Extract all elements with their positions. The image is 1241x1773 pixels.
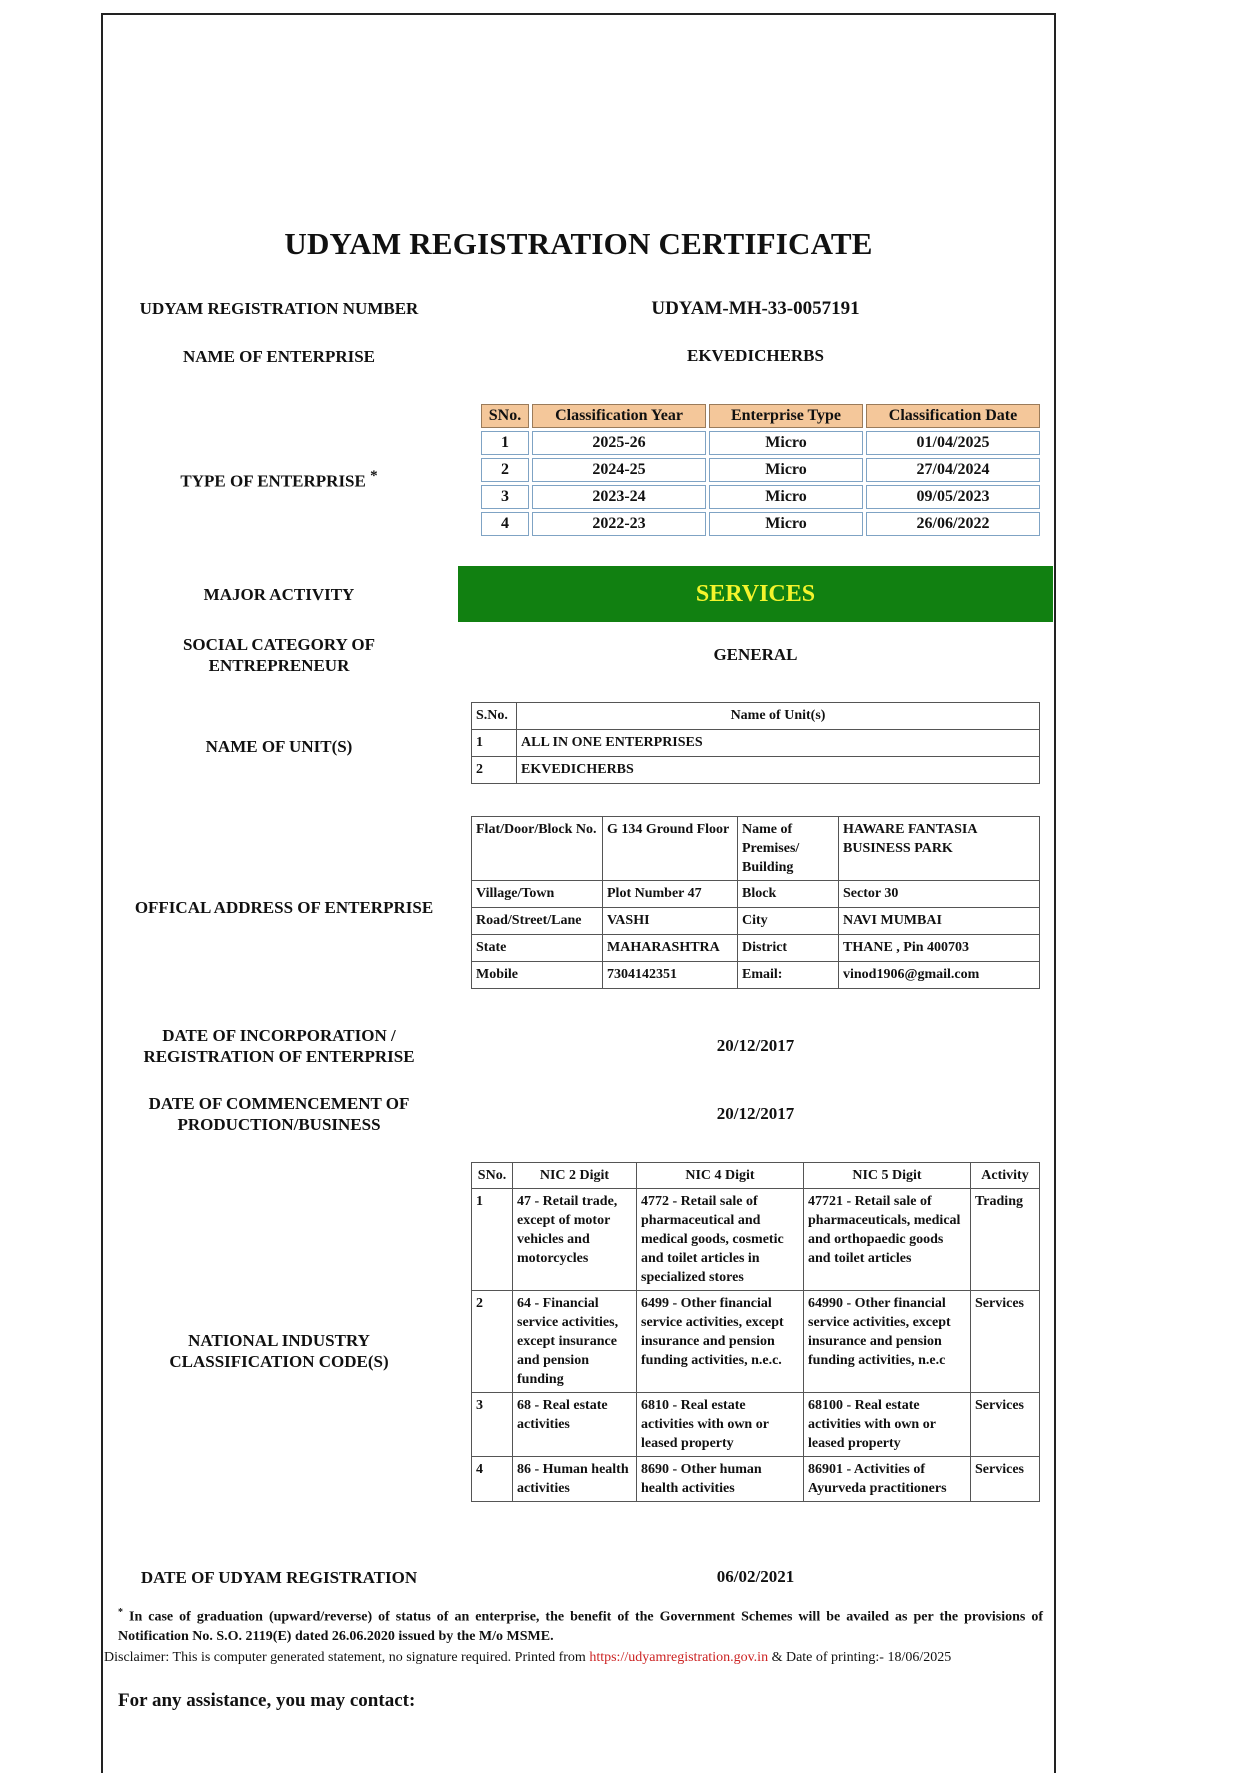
address-field-value: VASHI bbox=[603, 908, 738, 935]
address-field-label: Flat/Door/Block No. bbox=[472, 817, 603, 881]
nic-header: NIC 5 Digit bbox=[804, 1163, 971, 1189]
table-row bbox=[472, 1393, 1040, 1457]
nic-4-digit: 6810 - Real estate activities with own or leased property bbox=[637, 1393, 804, 1457]
address-field-label: Mobile bbox=[472, 962, 603, 989]
nic-sno: 2 bbox=[472, 1291, 513, 1393]
nic-header: SNo. bbox=[472, 1163, 513, 1189]
nic-5-digit: 86901 - Activities of Ayurveda practitioners bbox=[804, 1457, 971, 1502]
enterprise-type: Micro bbox=[709, 485, 863, 509]
registration-number-label: UDYAM REGISTRATION NUMBER bbox=[139, 299, 419, 318]
units-header: S.No. bbox=[472, 703, 517, 730]
udyam-registration-link[interactable]: https://udyamregistration.gov.in bbox=[589, 1650, 769, 1665]
address-field-value: Sector 30 bbox=[839, 881, 1040, 908]
nic-5-digit: 68100 - Real estate activities with own or leased property bbox=[804, 1393, 971, 1457]
classification-sno: 4 bbox=[481, 512, 529, 536]
units-table bbox=[471, 702, 1040, 784]
address-field-value: HAWARE FANTASIA BUSINESS PARK bbox=[839, 817, 1040, 881]
nic-sno: 4 bbox=[472, 1457, 513, 1502]
disclaimer-print-date: & Date of printing:- 18/06/2025 bbox=[768, 1650, 952, 1665]
enterprise-name-value: EKVEDICHERBS bbox=[687, 346, 824, 365]
units-label: NAME OF UNIT(S) bbox=[205, 737, 353, 756]
table-row bbox=[481, 431, 1040, 455]
classification-header: SNo. bbox=[481, 404, 529, 428]
nic-table bbox=[471, 1162, 1040, 1502]
social-category-label bbox=[118, 634, 440, 676]
classification-header: Classification Date bbox=[866, 404, 1040, 428]
social-category-label-line2: ENTREPRENEUR bbox=[208, 656, 350, 675]
classification-date: 26/06/2022 bbox=[866, 512, 1040, 536]
classification-year: 2025-26 bbox=[532, 431, 706, 455]
nic-4-digit: 8690 - Other human health activities bbox=[637, 1457, 804, 1502]
udyam-date-label: DATE OF UDYAM REGISTRATION bbox=[140, 1568, 418, 1587]
enterprise-type: Micro bbox=[709, 458, 863, 482]
graduation-footnote bbox=[118, 1603, 1043, 1646]
classification-date: 27/04/2024 bbox=[866, 458, 1040, 482]
classification-sno: 1 bbox=[481, 431, 529, 455]
nic-sno: 1 bbox=[472, 1189, 513, 1291]
nic-activity: Services bbox=[971, 1457, 1040, 1502]
table-row bbox=[472, 1189, 1040, 1291]
classification-sno: 2 bbox=[481, 458, 529, 482]
table-row bbox=[472, 817, 1040, 881]
table-row bbox=[481, 458, 1040, 482]
type-of-enterprise-label bbox=[118, 466, 440, 492]
classification-date: 09/05/2023 bbox=[866, 485, 1040, 509]
assistance-heading: For any assistance, you may contact: bbox=[118, 1690, 416, 1711]
enterprise-type: Micro bbox=[709, 431, 863, 455]
address-field-label: State bbox=[472, 935, 603, 962]
nic-5-digit: 64990 - Other financial service activities, except insurance and pension funding activities, n.e.c bbox=[804, 1291, 971, 1393]
table-row bbox=[472, 1457, 1040, 1502]
address-field-label: District bbox=[738, 935, 839, 962]
footnote-text: In case of graduation (upward/reverse) of status of an enterprise, the benefit of the Government Schemes will be availed as per the provisions of Notification No. S.O. 2119(E) dated 26.06.2020 issued by the M/o MSME. bbox=[118, 1609, 1043, 1644]
nic-header: NIC 2 Digit bbox=[513, 1163, 637, 1189]
nic-label-line1: NATIONAL INDUSTRY bbox=[188, 1331, 370, 1350]
address-field-value: G 134 Ground Floor bbox=[603, 817, 738, 881]
nic-4-digit: 4772 - Retail sale of pharmaceutical and medical goods, cosmetic and toilet articles in specialized stores bbox=[637, 1189, 804, 1291]
table-row bbox=[472, 1291, 1040, 1393]
address-field-value: vinod1906@gmail.com bbox=[839, 962, 1040, 989]
nic-activity: Trading bbox=[971, 1189, 1040, 1291]
nic-activity: Services bbox=[971, 1291, 1040, 1393]
classification-sno: 3 bbox=[481, 485, 529, 509]
type-of-enterprise-label-text: TYPE OF ENTERPRISE bbox=[180, 471, 366, 491]
nic-5-digit: 47721 - Retail sale of pharmaceuticals, medical and orthopaedic goods and toilet articles bbox=[804, 1189, 971, 1291]
address-field-value: MAHARASHTRA bbox=[603, 935, 738, 962]
commencement-label-line2: PRODUCTION/BUSINESS bbox=[177, 1115, 381, 1134]
social-category-value: GENERAL bbox=[713, 645, 798, 664]
classification-year: 2022-23 bbox=[532, 512, 706, 536]
units-header: Name of Unit(s) bbox=[517, 703, 1040, 730]
major-activity-banner: SERVICES bbox=[458, 566, 1053, 622]
classification-year: 2024-25 bbox=[532, 458, 706, 482]
classification-year: 2023-24 bbox=[532, 485, 706, 509]
incorporation-label-line2: REGISTRATION OF ENTERPRISE bbox=[143, 1047, 415, 1066]
nic-2-digit: 86 - Human health activities bbox=[513, 1457, 637, 1502]
table-row bbox=[472, 881, 1040, 908]
table-row bbox=[481, 512, 1040, 536]
units-header-row bbox=[472, 703, 1040, 730]
classification-table bbox=[478, 401, 1043, 539]
incorporation-date: 20/12/2017 bbox=[716, 1036, 795, 1055]
unit-sno: 1 bbox=[472, 730, 517, 757]
nic-header: Activity bbox=[971, 1163, 1040, 1189]
address-field-value: Plot Number 47 bbox=[603, 881, 738, 908]
table-row bbox=[472, 962, 1040, 989]
registration-number-value: UDYAM-MH-33-0057191 bbox=[651, 298, 860, 319]
nic-2-digit: 47 - Retail trade, except of motor vehicles and motorcycles bbox=[513, 1189, 637, 1291]
nic-header-row bbox=[472, 1163, 1040, 1189]
social-category-label-line1: SOCIAL CATEGORY OF bbox=[182, 635, 376, 654]
nic-header: NIC 4 Digit bbox=[637, 1163, 804, 1189]
commencement-label-line1: DATE OF COMMENCEMENT OF bbox=[148, 1094, 410, 1113]
unit-name: EKVEDICHERBS bbox=[517, 757, 1040, 784]
commencement-date: 20/12/2017 bbox=[716, 1104, 795, 1123]
nic-label-line2: CLASSIFICATION CODE(S) bbox=[169, 1352, 389, 1371]
address-field-label: Block bbox=[738, 881, 839, 908]
udyam-date-value: 06/02/2021 bbox=[716, 1567, 795, 1586]
nic-2-digit: 68 - Real estate activities bbox=[513, 1393, 637, 1457]
disclaimer bbox=[104, 1650, 1056, 1666]
address-field-label: Email: bbox=[738, 962, 839, 989]
classification-date: 01/04/2025 bbox=[866, 431, 1040, 455]
address-field-label: Name of Premises/ Building bbox=[738, 817, 839, 881]
address-field-value: NAVI MUMBAI bbox=[839, 908, 1040, 935]
nic-4-digit: 6499 - Other financial service activities, except insurance and pension funding activities, n.e.c. bbox=[637, 1291, 804, 1393]
major-activity-label: MAJOR ACTIVITY bbox=[203, 585, 355, 604]
table-row bbox=[472, 908, 1040, 935]
address-table bbox=[471, 816, 1040, 989]
enterprise-type: Micro bbox=[709, 512, 863, 536]
footnote-star: * bbox=[118, 1607, 123, 1618]
table-row bbox=[472, 935, 1040, 962]
nic-2-digit: 64 - Financial service activities, except insurance and pension funding bbox=[513, 1291, 637, 1393]
address-field-label: City bbox=[738, 908, 839, 935]
unit-name: ALL IN ONE ENTERPRISES bbox=[517, 730, 1040, 757]
incorporation-label bbox=[118, 1025, 440, 1067]
table-row bbox=[472, 730, 1040, 757]
type-of-enterprise-asterisk: * bbox=[370, 468, 378, 484]
nic-label bbox=[118, 1330, 440, 1372]
table-row bbox=[481, 485, 1040, 509]
classification-header: Enterprise Type bbox=[709, 404, 863, 428]
address-field-label: Road/Street/Lane bbox=[472, 908, 603, 935]
enterprise-name-label: NAME OF ENTERPRISE bbox=[182, 347, 376, 366]
table-row bbox=[472, 757, 1040, 784]
unit-sno: 2 bbox=[472, 757, 517, 784]
address-label: OFFICAL ADDRESS OF ENTERPRISE bbox=[134, 898, 434, 917]
address-field-value: 7304142351 bbox=[603, 962, 738, 989]
nic-activity: Services bbox=[971, 1393, 1040, 1457]
classification-header-row bbox=[481, 404, 1040, 428]
disclaimer-text: Disclaimer: This is computer generated statement, no signature required. Printed from bbox=[104, 1650, 590, 1665]
address-field-label: Village/Town bbox=[472, 881, 603, 908]
nic-sno: 3 bbox=[472, 1393, 513, 1457]
classification-header: Classification Year bbox=[532, 404, 706, 428]
commencement-label bbox=[118, 1093, 440, 1135]
incorporation-label-line1: DATE OF INCORPORATION / bbox=[162, 1026, 396, 1045]
address-field-value: THANE , Pin 400703 bbox=[839, 935, 1040, 962]
certificate-title: UDYAM REGISTRATION CERTIFICATE bbox=[284, 226, 873, 261]
